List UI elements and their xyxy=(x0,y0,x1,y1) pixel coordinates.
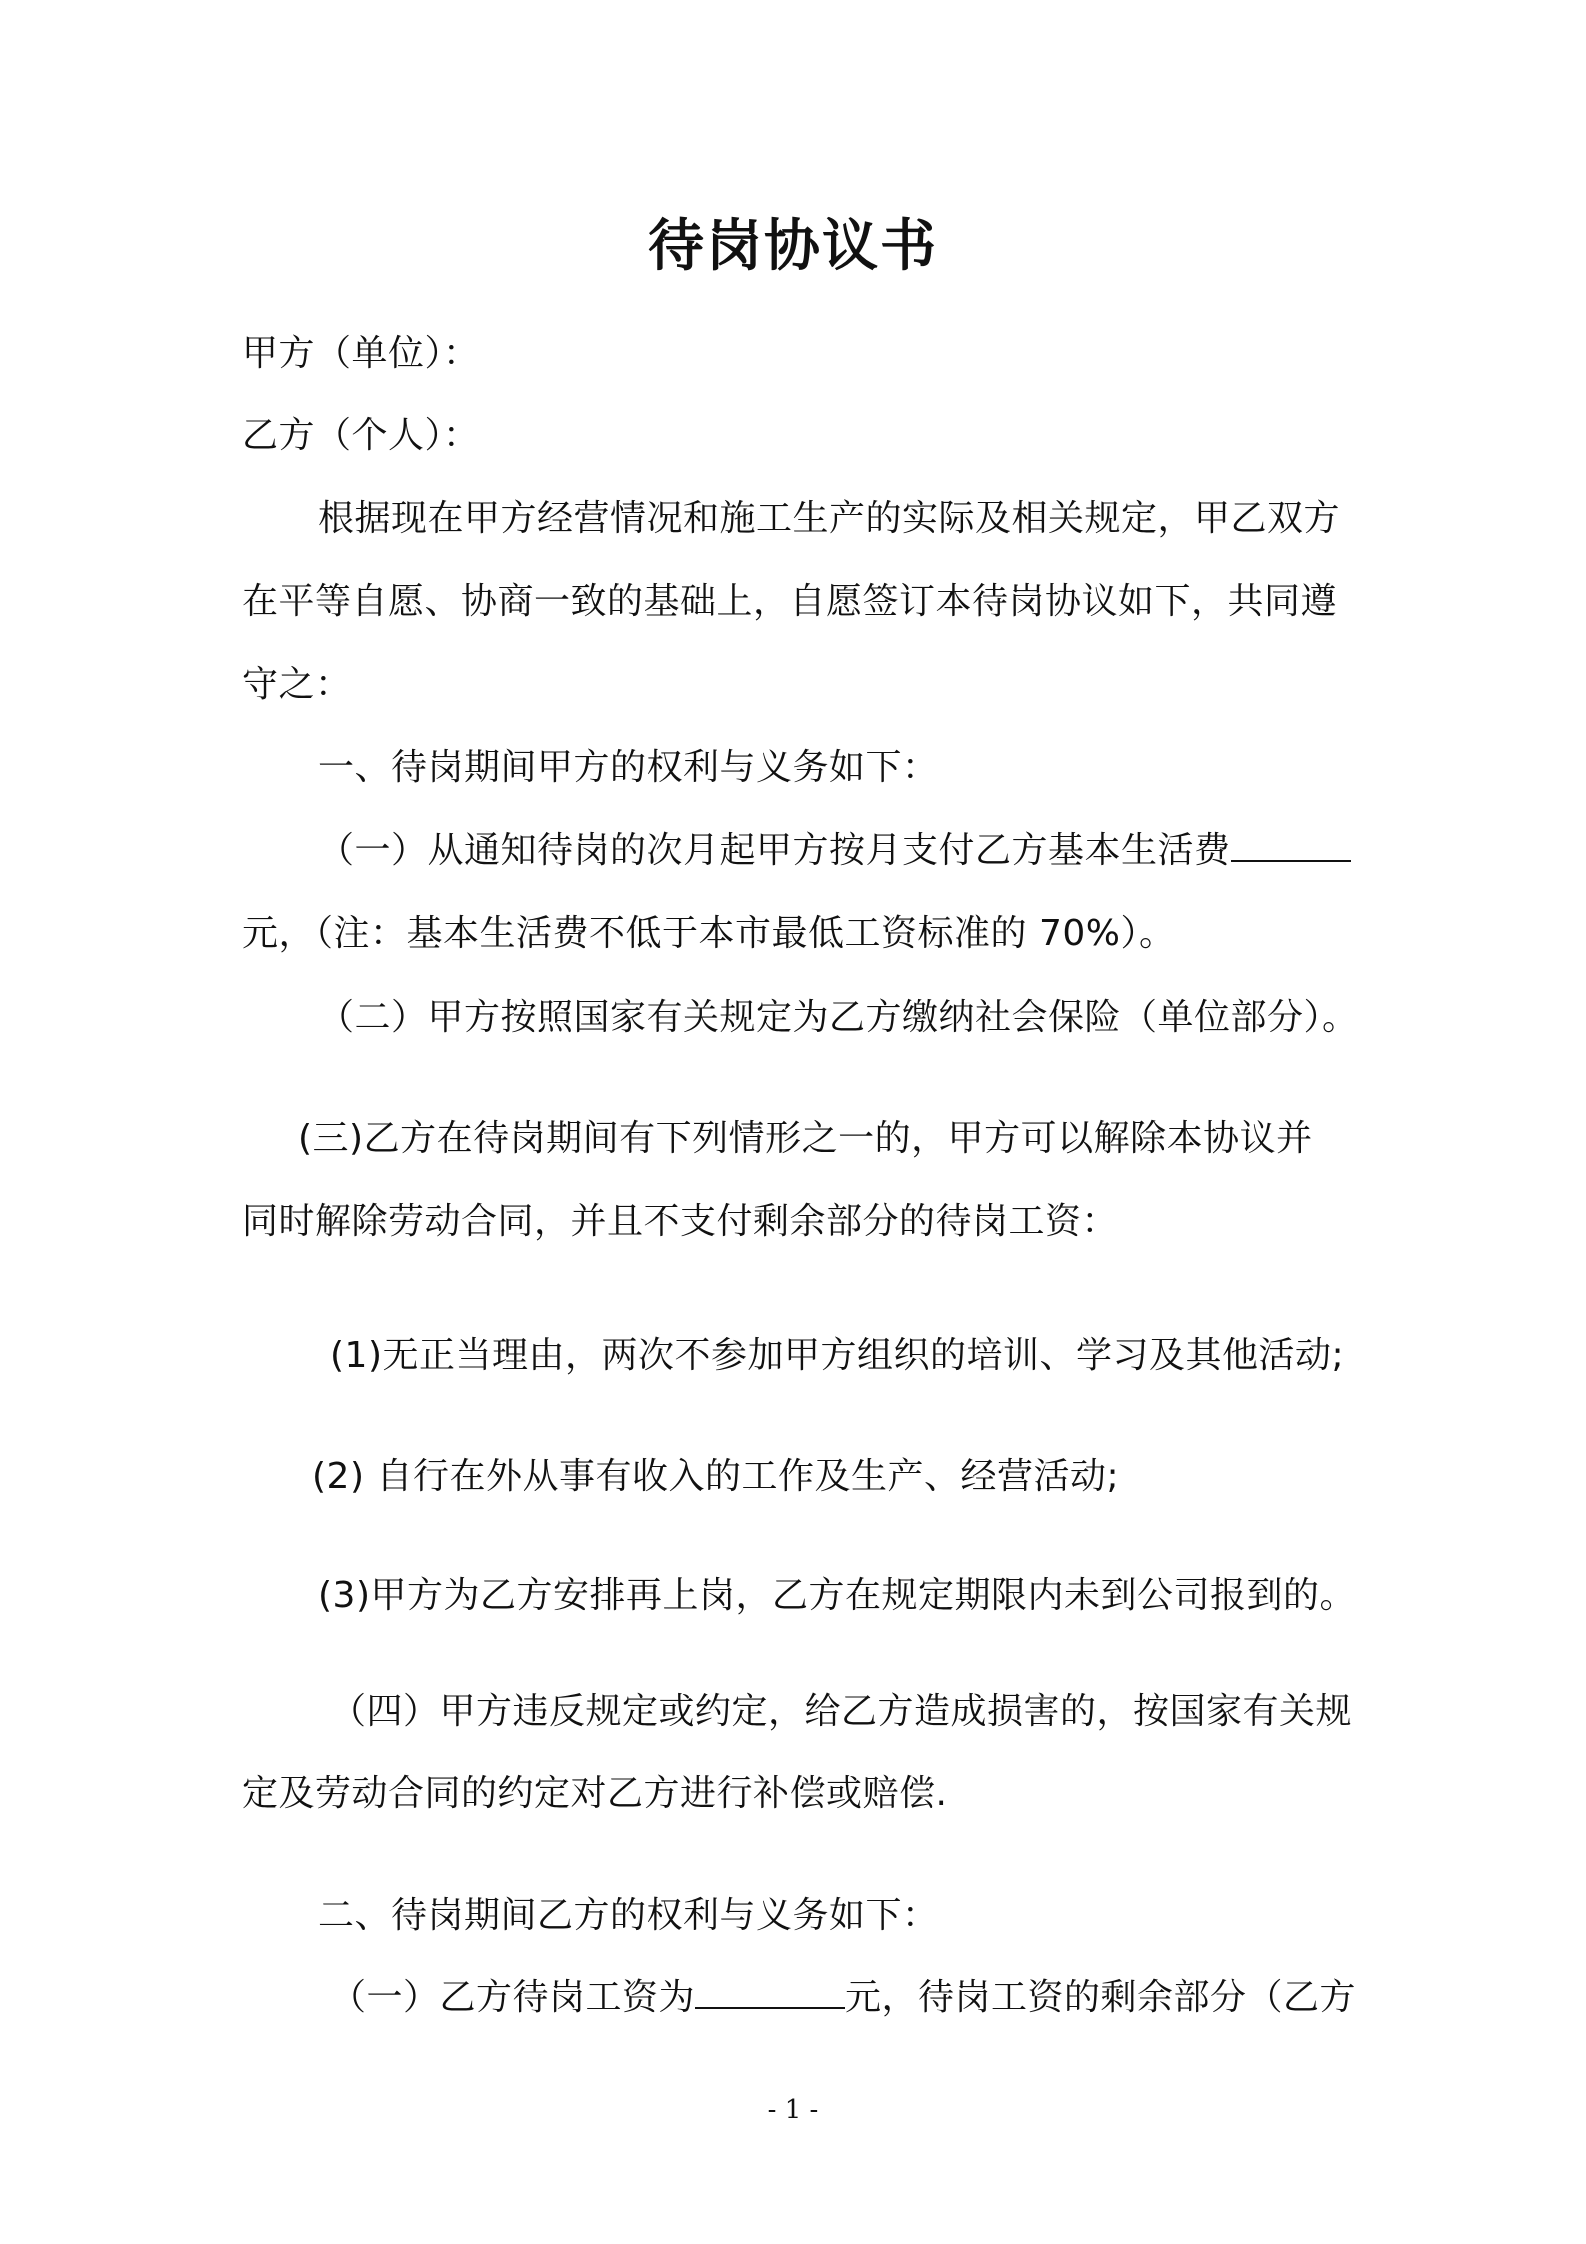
page-number: - 1 - xyxy=(767,2095,819,2125)
section-1-item-1-text: （一）从通知待岗的次月起甲方按月支付乙方基本生活费 xyxy=(318,830,1231,871)
intro-line-2: 在平等自愿、协商一致的基础上，自愿签订本待岗协议如下，共同遵 xyxy=(242,581,1338,622)
section-1-sub-item-3: (3)甲方为乙方安排再上岗，乙方在规定期限内未到公司报到的。 xyxy=(318,1575,1356,1616)
document-title: 待岗协议书 xyxy=(648,214,938,279)
section-2-item-1-text-b: 元，待岗工资的剩余部分（乙方 xyxy=(845,1977,1357,2018)
section-1-item-3-line-2: 同时解除劳动合同，并且不支付剩余部分的待岗工资： xyxy=(242,1201,1119,1242)
section-1-heading: 一、待岗期间甲方的权利与义务如下： xyxy=(318,747,939,788)
living-allowance-blank xyxy=(1231,830,1351,862)
party-a-label: 甲方（单位）： xyxy=(242,333,480,374)
party-b-label: 乙方（个人）： xyxy=(242,415,480,456)
section-2-heading: 二、待岗期间乙方的权利与义务如下： xyxy=(318,1895,939,1936)
section-1-item-1-line-1 xyxy=(318,829,1351,873)
section-1-item-3-line-1: (三)乙方在待岗期间有下列情形之一的，甲方可以解除本协议并 xyxy=(298,1118,1313,1159)
section-2-item-1-text-a: （一）乙方待岗工资为 xyxy=(330,1977,696,2018)
section-1-item-4-line-2: 定及劳动合同的约定对乙方进行补偿或赔偿. xyxy=(242,1773,948,1814)
section-1-item-2: （二）甲方按照国家有关规定为乙方缴纳社会保险（单位部分）。 xyxy=(318,997,1359,1038)
section-1-item-4-line-1: （四）甲方违反规定或约定，给乙方造成损害的，按国家有关规 xyxy=(330,1691,1353,1732)
intro-line-1: 根据现在甲方经营情况和施工生产的实际及相关规定，甲乙双方 xyxy=(318,498,1341,539)
intro-line-3: 守之： xyxy=(242,664,352,705)
section-1-sub-item-2: (2) 自行在外从事有收入的工作及生产、经营活动; xyxy=(312,1456,1120,1497)
section-1-item-1-line-2: 元，（注：基本生活费不低于本市最低工资标准的 70%）。 xyxy=(242,913,1176,954)
section-2-item-1-line-1 xyxy=(330,1976,1356,2020)
section-1-sub-item-1: (1)无正当理由，两次不参加甲方组织的培训、学习及其他活动; xyxy=(330,1335,1345,1376)
standby-wage-blank xyxy=(695,1977,845,2009)
